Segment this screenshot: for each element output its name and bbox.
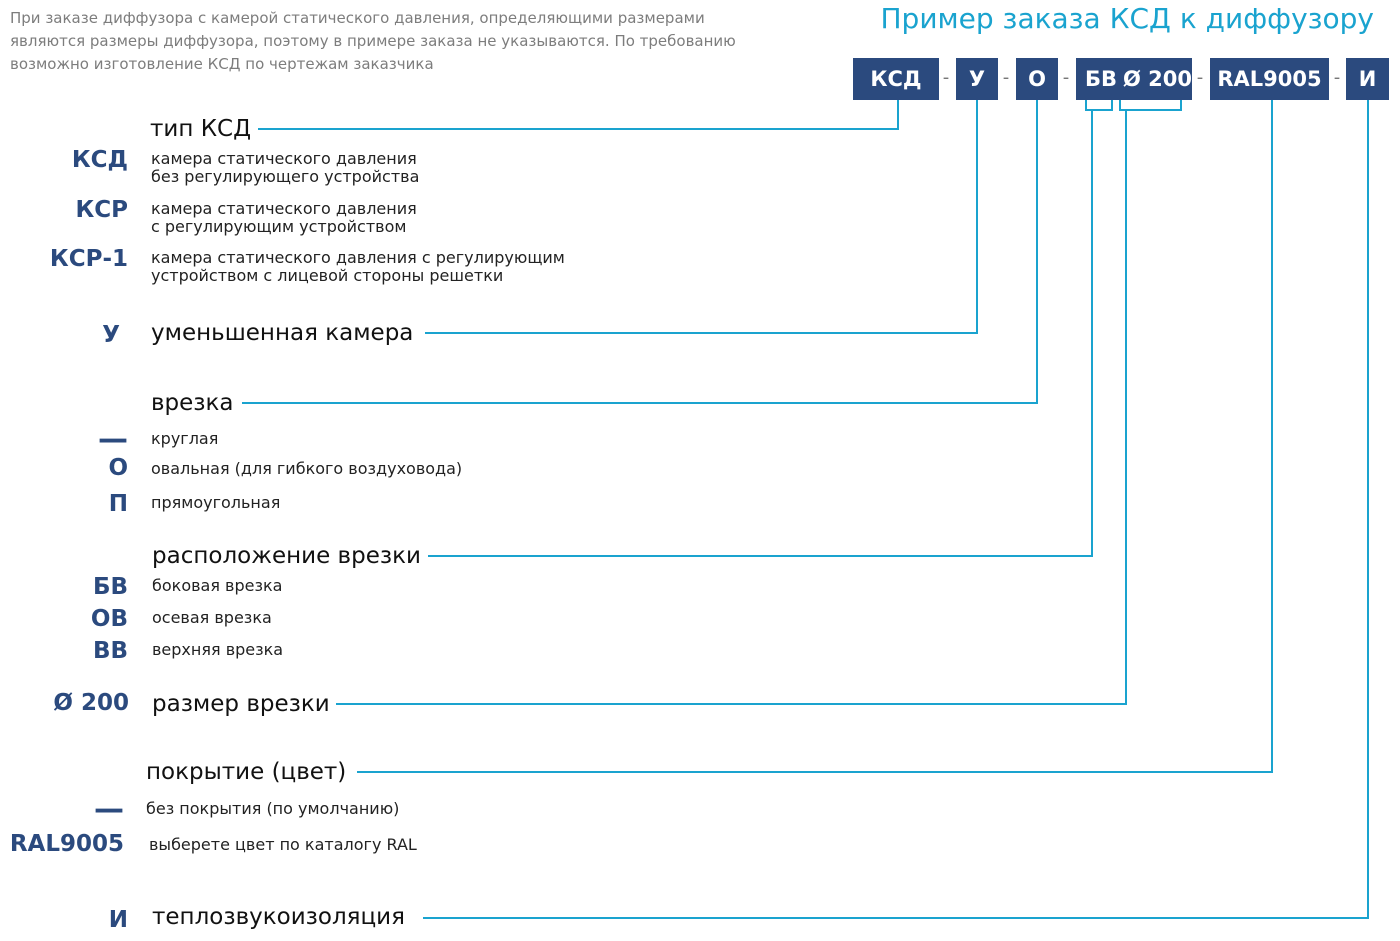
code-rect: П bbox=[108, 491, 128, 517]
code-oval: О bbox=[108, 455, 128, 481]
order-box-coating: RAL9005 bbox=[1210, 58, 1329, 100]
order-separator: - bbox=[1196, 67, 1204, 88]
code-ral: RAL9005 bbox=[9, 831, 124, 857]
desc-ral bbox=[149, 836, 417, 854]
desc-line: камера статического давления bbox=[151, 149, 417, 168]
intro-line: являются размеры диффузора, поэтому в примере заказа не указываются. По требованию bbox=[10, 32, 736, 50]
order-box-placement-size bbox=[1076, 58, 1192, 100]
desc-ksr-1 bbox=[151, 249, 565, 285]
desc-line: овальная (для гибкого воздуховода) bbox=[151, 459, 463, 478]
heading-insert: врезка bbox=[151, 389, 240, 417]
desc-line: верхняя врезка bbox=[152, 640, 284, 659]
code-ov: ОВ bbox=[90, 606, 128, 632]
desc-oval bbox=[151, 460, 462, 478]
heading-type: тип КСД bbox=[150, 115, 257, 143]
desc-line: без покрытия (по умолчанию) bbox=[146, 799, 400, 818]
order-box-insert: О bbox=[1016, 58, 1058, 100]
desc-round bbox=[151, 430, 218, 448]
order-separator: - bbox=[942, 67, 950, 88]
connector-size-bracket bbox=[1120, 100, 1181, 110]
desc-rect bbox=[151, 494, 280, 512]
connector-reduced bbox=[425, 100, 977, 333]
order-box-placement: БВ bbox=[1085, 67, 1118, 91]
code-bv: БВ bbox=[92, 574, 128, 600]
page-title: Пример заказа КСД к диффузору bbox=[880, 2, 1374, 35]
order-separator: - bbox=[1002, 67, 1010, 88]
desc-bv bbox=[152, 577, 282, 595]
heading-coating: покрытие (цвет) bbox=[146, 758, 352, 786]
order-box-type: КСД bbox=[853, 58, 939, 100]
connector-size bbox=[332, 110, 1126, 704]
code-ksd: КСД bbox=[71, 147, 128, 173]
desc-line: без регулирующего устройства bbox=[151, 167, 420, 186]
desc-line: с регулирующим устройством bbox=[151, 217, 407, 236]
desc-line: выберете цвет по каталогу RAL bbox=[149, 835, 417, 854]
desc-ov bbox=[152, 609, 272, 627]
desc-line: круглая bbox=[151, 429, 219, 448]
desc-ksr bbox=[151, 200, 417, 236]
code-size: Ø 200 bbox=[53, 690, 129, 716]
heading-placement: расположение врезки bbox=[152, 542, 427, 570]
code-no-coating: — bbox=[94, 792, 124, 827]
desc-vv bbox=[152, 641, 283, 659]
desc-ksd bbox=[151, 150, 419, 186]
code-insulation: И bbox=[108, 907, 128, 933]
desc-line: камера статического давления bbox=[151, 199, 417, 218]
code-round: — bbox=[98, 422, 128, 457]
connector-type bbox=[258, 100, 898, 129]
desc-no-coating bbox=[146, 800, 399, 818]
order-box-size: Ø 200 bbox=[1123, 67, 1193, 91]
heading-insulation: теплозвукоизоляция bbox=[152, 903, 411, 931]
desc-line: осевая врезка bbox=[152, 608, 272, 627]
desc-line: боковая врезка bbox=[152, 576, 283, 595]
order-box-insulation: И bbox=[1346, 58, 1389, 100]
connector-insulation bbox=[423, 100, 1368, 918]
code-vv: ВВ bbox=[92, 638, 128, 664]
order-separator: - bbox=[1062, 67, 1070, 88]
code-ksr: КСР bbox=[75, 197, 128, 223]
heading-size: размер врезки bbox=[152, 690, 336, 718]
order-box-reduced: У bbox=[956, 58, 998, 100]
code-ksr-1: КСР-1 bbox=[49, 246, 128, 272]
order-separator: - bbox=[1333, 67, 1341, 88]
code-reduced: У bbox=[102, 322, 120, 348]
desc-line: прямоугольная bbox=[151, 493, 281, 512]
connector-placement-bracket bbox=[1086, 100, 1112, 110]
intro-note bbox=[10, 7, 810, 76]
desc-line: устройством с лицевой стороны решетки bbox=[151, 266, 504, 285]
intro-line: возможно изготовление КСД по чертежам заказчика bbox=[10, 55, 434, 73]
connector-coating bbox=[357, 100, 1272, 772]
desc-line: камера статического давления с регулирующим bbox=[151, 248, 565, 267]
intro-line: При заказе диффузора с камерой статического давления, определяющими размерами bbox=[10, 9, 705, 27]
heading-reduced: уменьшенная камера bbox=[151, 319, 419, 347]
